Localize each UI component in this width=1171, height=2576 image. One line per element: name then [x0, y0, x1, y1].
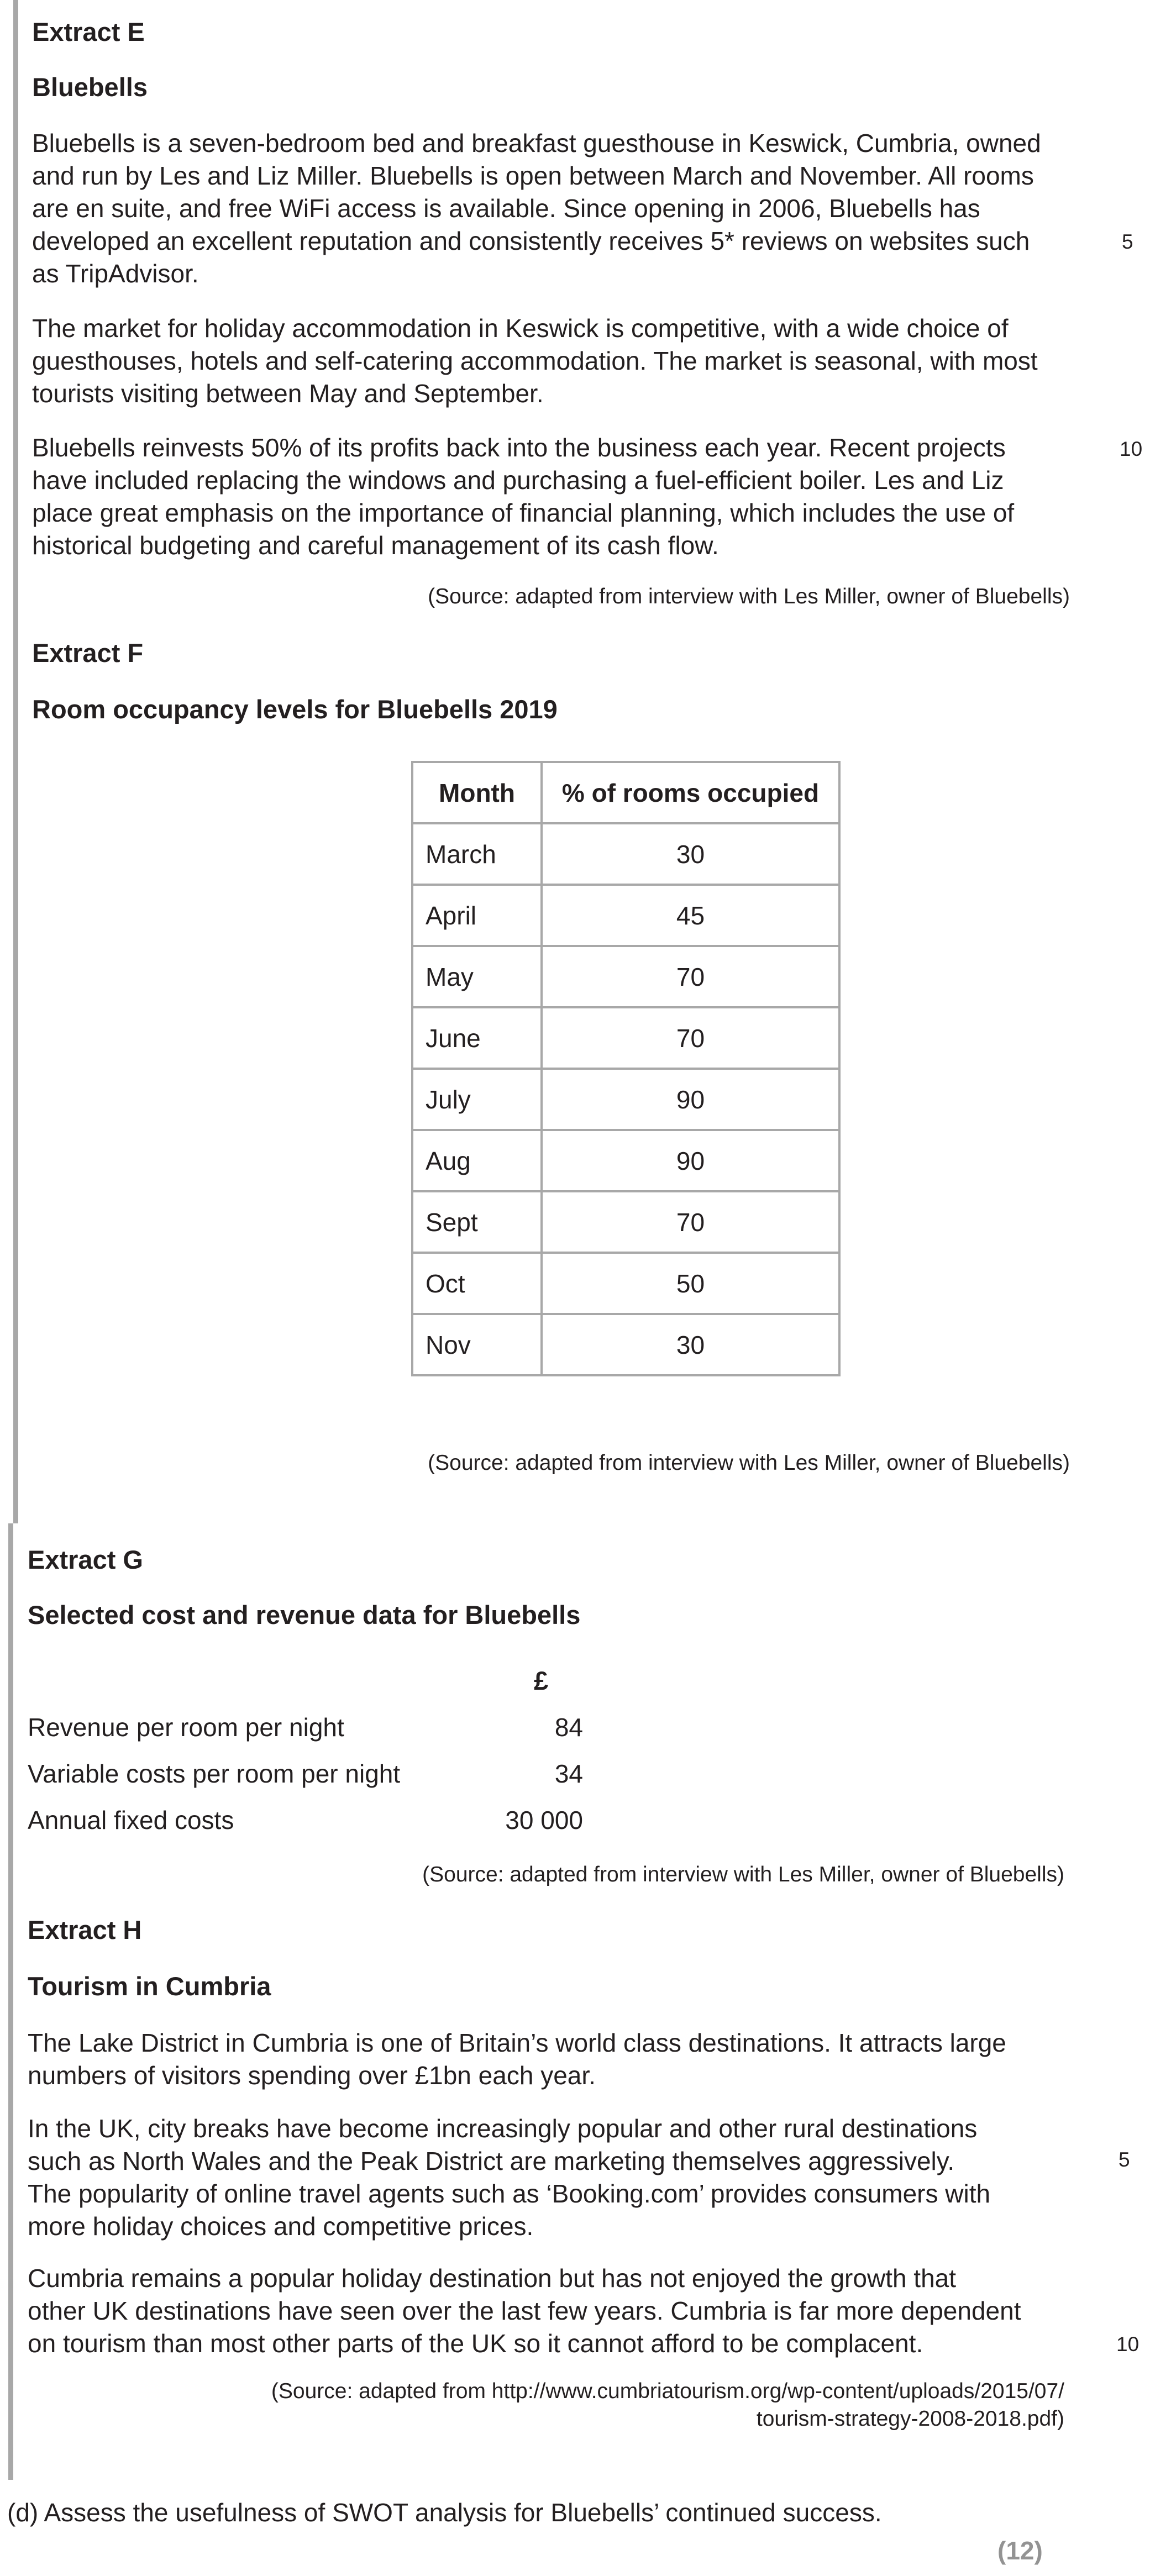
text-line: and run by Les and Liz Miller. Bluebells is open between March and November. All rooms	[32, 161, 1034, 190]
text-line: developed an excellent reputation and consistently receives 5* reviews on websites such	[32, 227, 1030, 255]
occupancy-cell: 45	[542, 885, 839, 946]
extract-g-title: Selected cost and revenue data for Bluebells	[28, 1600, 581, 1629]
source-line: (Source: adapted from http://www.cumbriatourism.org/wp-content/uploads/2015/07/	[271, 2379, 1064, 2403]
extract-h-title: Tourism in Cumbria	[28, 1972, 271, 2001]
cost-label: Annual fixed costs	[28, 1806, 234, 1834]
table-row	[412, 1130, 839, 1191]
text-line: The market for holiday accommodation in Keswick is competitive, with a wide choice of	[32, 314, 1009, 343]
occupancy-cell: 70	[542, 946, 839, 1007]
table-row	[412, 885, 839, 946]
cost-value: 34	[554, 1759, 583, 1788]
text-line: Bluebells is a seven-bedroom bed and breakfast guesthouse in Keswick, Cumbria, owned	[32, 129, 1041, 157]
month-cell: April	[412, 885, 542, 946]
occupancy-table	[411, 761, 841, 1376]
margin-bar-bottom	[8, 1523, 13, 2480]
line-number-10: 10	[1116, 2333, 1140, 2356]
text-line: tourists visiting between May and September.	[32, 379, 544, 408]
cost-value: 30 000	[505, 1806, 583, 1834]
table-row	[412, 823, 839, 885]
table-row	[412, 1253, 839, 1314]
occupancy-cell: 70	[542, 1007, 839, 1069]
cost-row-revenue	[28, 1711, 583, 1744]
line-number-5: 5	[1122, 230, 1133, 253]
table-row	[412, 1314, 839, 1375]
occupancy-cell: 30	[542, 1314, 839, 1375]
text-line: The popularity of online travel agents such as ‘Booking.com’ provides consumers with	[28, 2179, 991, 2208]
month-cell: May	[412, 946, 542, 1007]
text-line: The Lake District in Cumbria is one of Britain’s world class destinations. It attracts large	[28, 2028, 1006, 2057]
cost-label: Variable costs per room per night	[28, 1759, 401, 1788]
table-header-row	[412, 762, 839, 823]
month-cell: Oct	[412, 1253, 542, 1314]
line-number-5: 5	[1119, 2148, 1130, 2171]
cost-value: 84	[554, 1713, 583, 1742]
extract-h-paragraph-3	[28, 2262, 1021, 2360]
cost-label: Revenue per room per night	[28, 1713, 344, 1742]
month-cell: March	[412, 823, 542, 885]
extract-f-label: Extract F	[32, 638, 144, 667]
text-line: place great emphasis on the importance of financial planning, which includes the use of	[32, 498, 1015, 527]
line-number-10: 10	[1120, 438, 1143, 460]
extract-h-paragraph-1	[28, 2027, 1006, 2092]
occupancy-cell: 90	[542, 1069, 839, 1130]
question-marks: (12)	[997, 2536, 1043, 2565]
currency-header: £	[534, 1666, 549, 1695]
source-line: tourism-strategy-2008-2018.pdf)	[756, 2407, 1064, 2431]
table-row	[412, 1191, 839, 1253]
text-line: historical budgeting and careful management of its cash flow.	[32, 531, 719, 560]
question-text: (d) Assess the usefulness of SWOT analysis for Bluebells’ continued success.	[7, 2498, 882, 2527]
text-line: guesthouses, hotels and self-catering accommodation. The market is seasonal, with most	[32, 346, 1038, 375]
text-line: as TripAdvisor.	[32, 259, 199, 288]
extract-h-source	[271, 2378, 1064, 2433]
cost-row-fixed	[28, 1804, 583, 1837]
text-line: Cumbria remains a popular holiday destination but has not enjoyed the growth that	[28, 2264, 957, 2293]
occupancy-cell: 50	[542, 1253, 839, 1314]
extract-e-source: (Source: adapted from interview with Les Miller, owner of Bluebells)	[428, 585, 1070, 608]
table-row	[412, 1007, 839, 1069]
month-cell: June	[412, 1007, 542, 1069]
month-cell: July	[412, 1069, 542, 1130]
text-line: more holiday choices and competitive prices.	[28, 2212, 534, 2241]
extract-h-paragraph-2	[28, 2112, 990, 2243]
text-line: such as North Wales and the Peak District are marketing themselves aggressively.	[28, 2147, 955, 2175]
extract-e-title: Bluebells	[32, 72, 148, 102]
extract-e-paragraph-1	[32, 127, 1041, 290]
occupancy-cell: 90	[542, 1130, 839, 1191]
extract-g-source: (Source: adapted from interview with Les Miller, owner of Bluebells)	[422, 1863, 1064, 1886]
table-row	[412, 946, 839, 1007]
month-cell: Nov	[412, 1314, 542, 1375]
occupancy-cell: 70	[542, 1191, 839, 1253]
column-header-occupancy: % of rooms occupied	[542, 762, 839, 823]
text-line: numbers of visitors spending over £1bn each year.	[28, 2061, 596, 2090]
text-line: other UK destinations have seen over the last few years. Cumbria is far more dependent	[28, 2296, 1021, 2325]
text-line: In the UK, city breaks have become increasingly popular and other rural destinations	[28, 2114, 978, 2143]
text-line: on tourism than most other parts of the UK so it cannot afford to be complacent.	[28, 2329, 923, 2358]
text-line: have included replacing the windows and purchasing a fuel-efficient boiler. Les and Liz	[32, 466, 1004, 495]
text-line: are en suite, and free WiFi access is available. Since opening in 2006, Bluebells has	[32, 194, 980, 223]
table-row	[412, 1069, 839, 1130]
month-cell: Aug	[412, 1130, 542, 1191]
month-cell: Sept	[412, 1191, 542, 1253]
occupancy-cell: 30	[542, 823, 839, 885]
cost-row-variable	[28, 1757, 583, 1790]
column-header-month: Month	[412, 762, 542, 823]
extract-e-label: Extract E	[32, 17, 145, 46]
extract-h-label: Extract H	[28, 1915, 142, 1944]
extract-e-paragraph-2	[32, 312, 1038, 410]
margin-bar-top	[13, 0, 18, 1523]
extract-g-label: Extract G	[28, 1545, 143, 1574]
extract-e-paragraph-3	[32, 432, 1014, 562]
extract-f-source: (Source: adapted from interview with Les Miller, owner of Bluebells)	[428, 1451, 1070, 1475]
extract-f-title: Room occupancy levels for Bluebells 2019	[32, 695, 558, 724]
text-line: Bluebells reinvests 50% of its profits back into the business each year. Recent projects	[32, 433, 1006, 462]
